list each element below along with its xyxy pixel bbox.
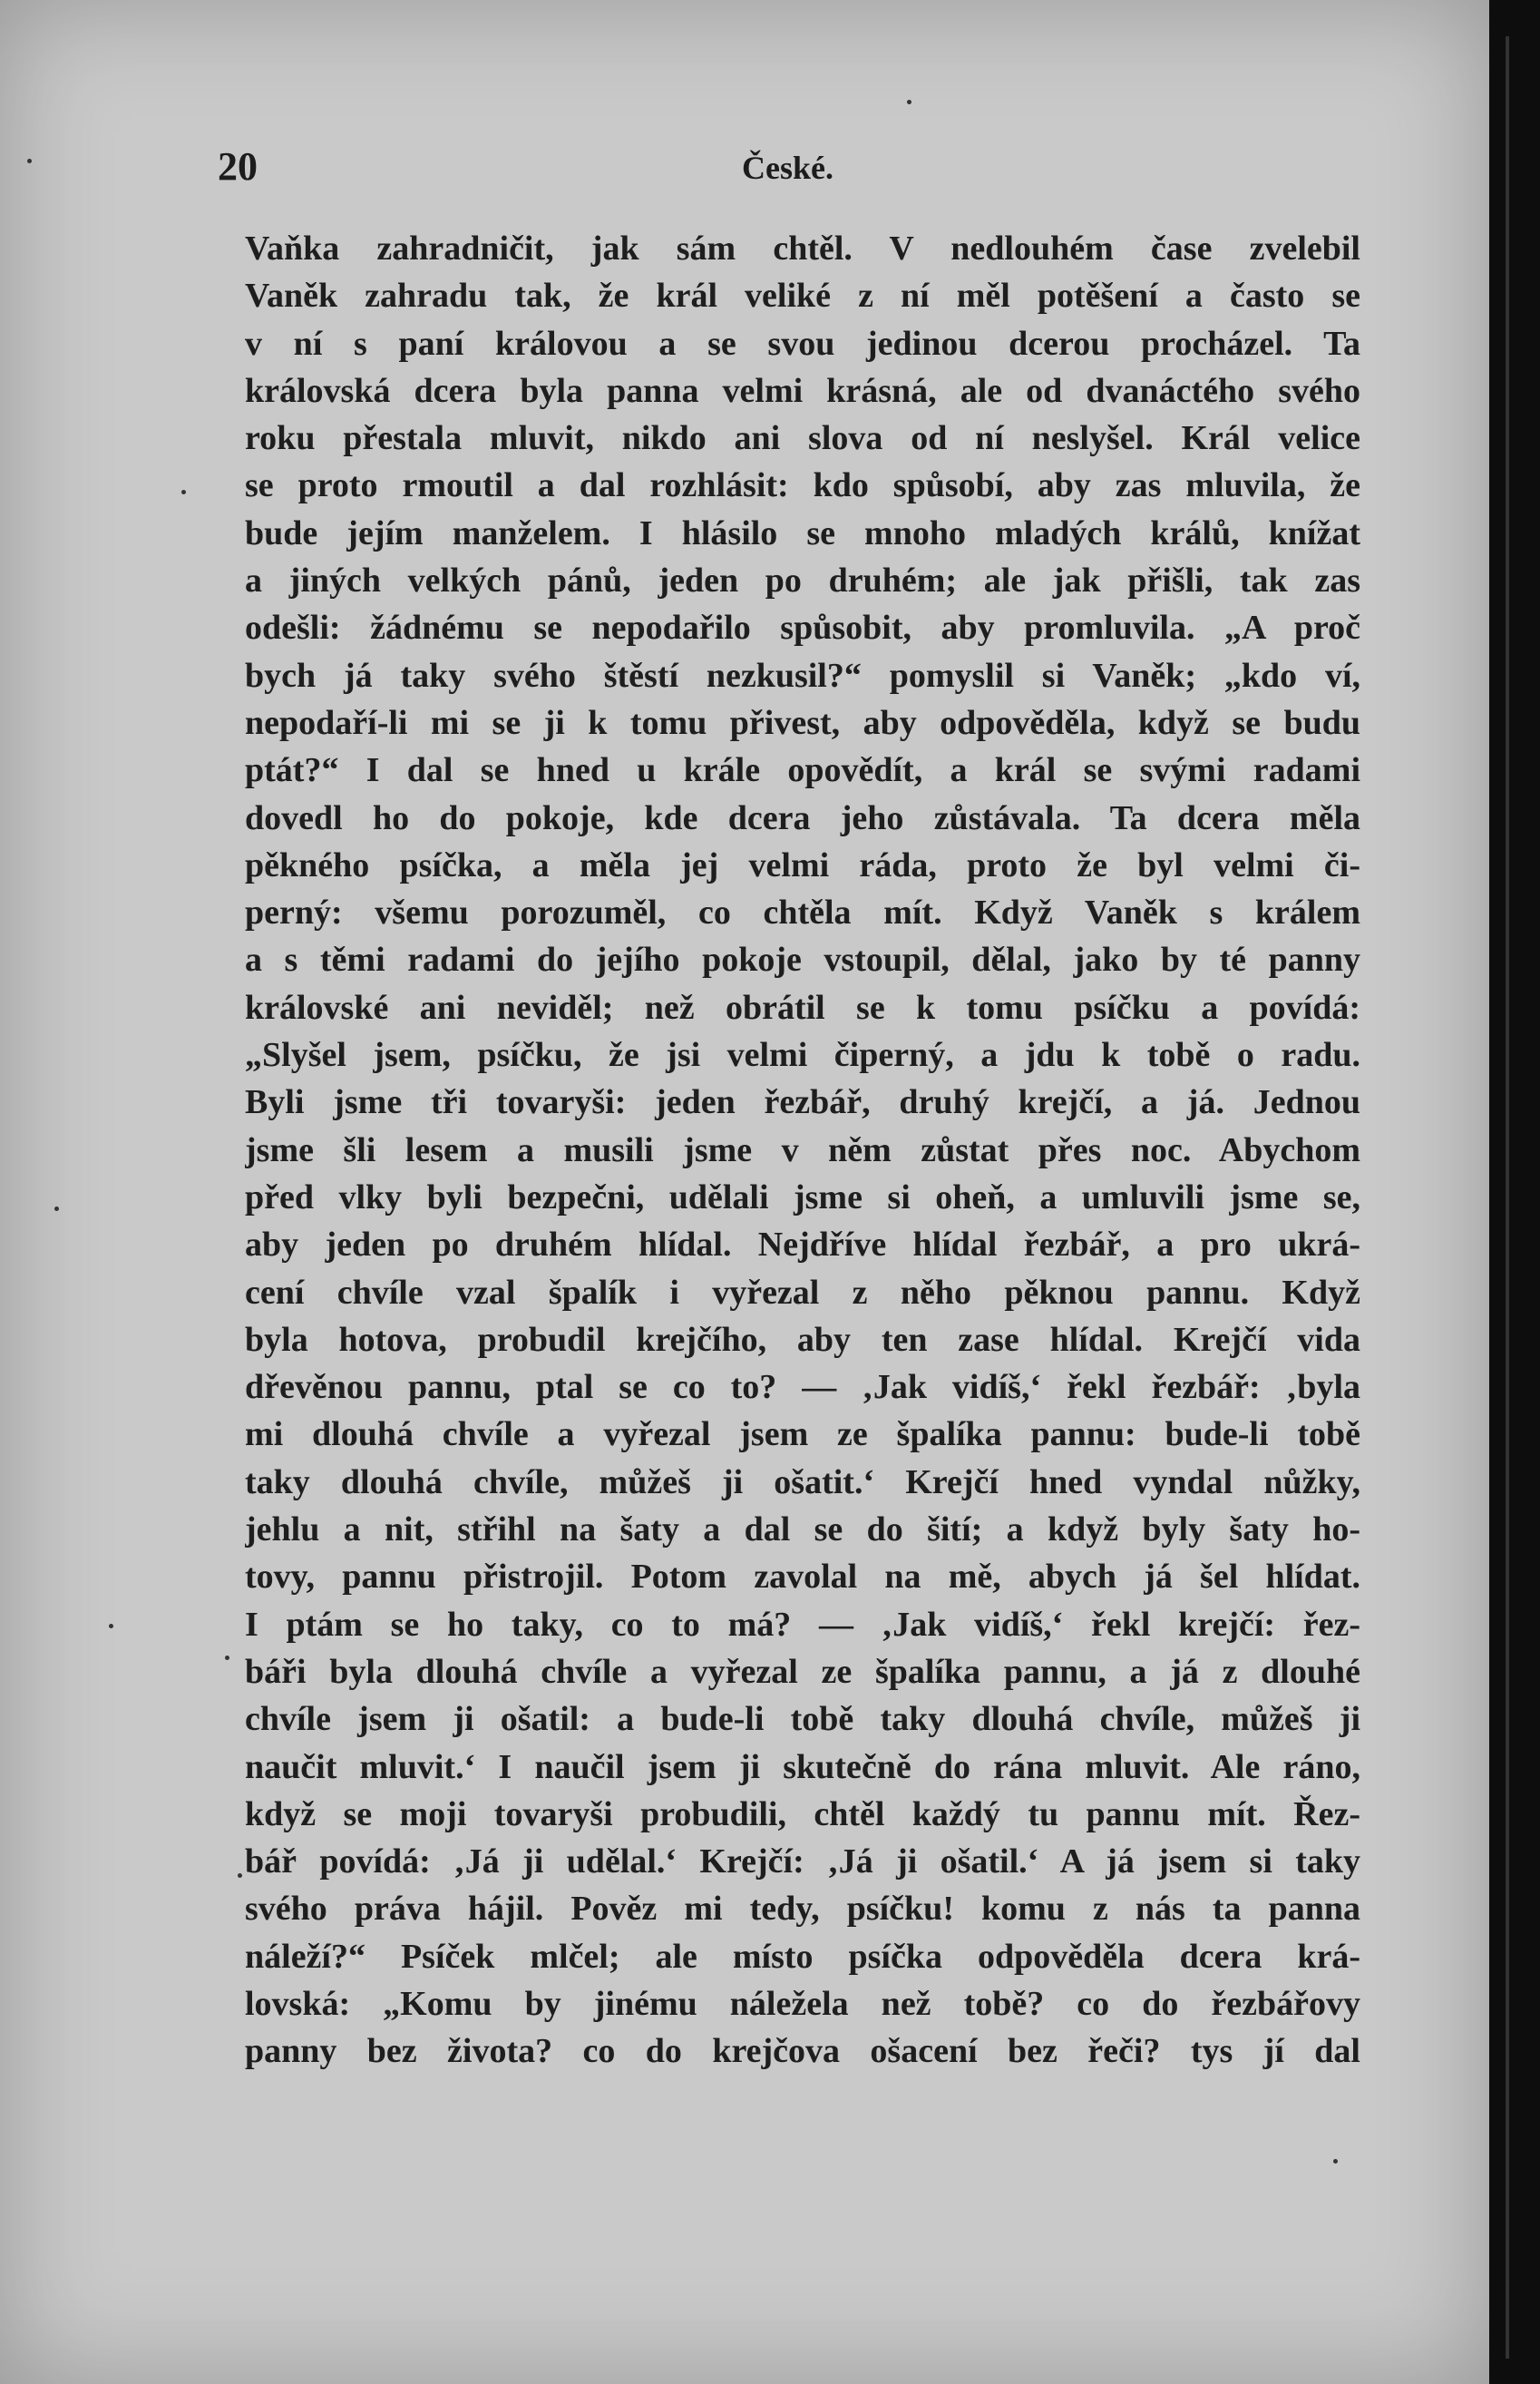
adjacent-page-edge: [1489, 0, 1540, 2384]
text-line: perný: všemu porozuměl, co chtěla mít. Když Vaněk s králem: [245, 894, 1360, 933]
text-line: pěkného psíčka, a měla jej velmi ráda, proto že byl velmi či-: [245, 845, 1360, 884]
text-line: Byli jsme tři tovaryši: jeden řezbář, druhý krejčí, a já. Jednou: [245, 1083, 1360, 1122]
text-line: jsme šli lesem a musili jsme v něm zůstat přes noc. Abychom: [245, 1130, 1360, 1169]
text-line: panny bez života? co do krejčova ošacení bez řeči? tys jí dal: [245, 2032, 1360, 2071]
text-line: jehlu a nit, střihl na šaty a dal se do šití; a když byly šaty ho-: [245, 1510, 1360, 1549]
print-speck: [225, 1656, 229, 1660]
print-speck: [54, 1207, 59, 1211]
print-speck: [181, 490, 186, 494]
text-line: bář povídá: ‚Já ji udělal.‘ Krejčí: ‚Já ji ošatil.‘ A já jsem si taky: [245, 1842, 1360, 1881]
print-speck: [1333, 2159, 1338, 2164]
print-speck: [109, 1624, 113, 1628]
text-line: taky dlouhá chvíle, můžeš ji ošatit.‘ Krejčí hned vyndal nůžky,: [245, 1462, 1360, 1501]
text-line: I ptám se ho taky, co to má? — ‚Jak vidíš,‘ řekl krejčí: řez-: [245, 1605, 1360, 1644]
text-line: Vaněk zahradu tak, že král veliké z ní měl potěšení a často se: [245, 277, 1360, 316]
text-line: v ní s paní královou a se svou jedinou dcerou procházel. Ta: [245, 324, 1360, 363]
print-speck: [27, 159, 32, 163]
page-header: [218, 143, 1342, 198]
text-line: naučit mluvit.‘ I naučil jsem ji skutečně do rána mluvit. Ale ráno,: [245, 1747, 1360, 1786]
text-line: odešli: žádnému se nepodařilo spůsobit, aby promluvila. „A proč: [245, 609, 1360, 648]
text-line: lovská: „Komu by jinému náležela než tobě? co do řezbářovy: [245, 1984, 1360, 2023]
text-line: aby jeden po druhém hlídal. Nejdříve hlídal řezbář, a pro ukrá-: [245, 1226, 1360, 1265]
text-line: bych já taky svého štěstí nezkusil?“ pomyslil si Vaněk; „kdo ví,: [245, 656, 1360, 695]
text-line: byla hotova, probudil krejčího, aby ten zase hlídal. Krejčí vida: [245, 1320, 1360, 1359]
text-line: když se moji tovaryši probudili, chtěl každý tu pannu mít. Řez-: [245, 1794, 1360, 1833]
print-speck: [907, 100, 911, 104]
text-line: dovedl ho do pokoje, kde dcera jeho zůstávala. Ta dcera měla: [245, 798, 1360, 837]
text-line: Vaňka zahradničit, jak sám chtěl. V nedlouhém čase zvelebil: [245, 230, 1360, 268]
text-line: se proto rmoutil a dal rozhlásit: kdo spůsobí, aby zas mluvila, že: [245, 466, 1360, 505]
text-line: ptát?“ I dal se hned u krále opovědít, a král se svými radami: [245, 751, 1360, 790]
text-line: chvíle jsem ji ošatil: a bude-li tobě taky dlouhá chvíle, můžeš ji: [245, 1700, 1360, 1739]
text-line: svého práva hájil. Pověz mi tedy, psíčku! komu z nás ta panna: [245, 1890, 1360, 1929]
text-line: mi dlouhá chvíle a vyřezal jsem ze špalíka pannu: bude-li tobě: [245, 1415, 1360, 1454]
text-line: před vlky byli bezpečni, udělali jsme si oheň, a umluvili jsme se,: [245, 1177, 1360, 1216]
text-line: báři byla dlouhá chvíle a vyřezal ze špalíka pannu, a já z dlouhé: [245, 1652, 1360, 1691]
text-line: nepodaří-li mi se ji k tomu přivest, aby odpověděla, když se budu: [245, 703, 1360, 742]
text-line: bude jejím manželem. I hlásilo se mnoho mladých králů, knížat: [245, 513, 1360, 552]
text-line: roku přestala mluvit, nikdo ani slova od ní neslyšel. Král velice: [245, 419, 1360, 458]
body-text: [245, 225, 1360, 2076]
text-line: cení chvíle vzal špalík i vyřezal z něho pěknou pannu. Když: [245, 1273, 1360, 1312]
text-line: a jiných velkých pánů, jeden po druhém; ale jak přišli, tak zas: [245, 562, 1360, 601]
text-line: dřevěnou pannu, ptal se co to? — ‚Jak vidíš,‘ řekl řezbář: ‚byla: [245, 1368, 1360, 1407]
text-line: královská dcera byla panna velmi krásná, ale od dvanáctého svého: [245, 371, 1360, 410]
page-number: 20: [218, 144, 258, 189]
text-line: náleží?“ Psíček mlčel; ale místo psíčka odpověděla dcera krá-: [245, 1937, 1360, 1976]
page-edge-line: [1506, 36, 1509, 2359]
text-line: královské ani neviděl; než obrátil se k tomu psíčku a povídá:: [245, 988, 1360, 1027]
text-line: „Slyšel jsem, psíčku, že jsi velmi čiperný, a jdu k tobě o radu.: [245, 1036, 1360, 1075]
print-speck: [238, 1873, 242, 1878]
text-line: tovy, pannu přistrojil. Potom zavolal na mě, abych já šel hlídat.: [245, 1558, 1360, 1597]
text-line: a s těmi radami do jejího pokoje vstoupil, dělal, jako by té panny: [245, 941, 1360, 980]
running-head: České.: [742, 150, 833, 186]
